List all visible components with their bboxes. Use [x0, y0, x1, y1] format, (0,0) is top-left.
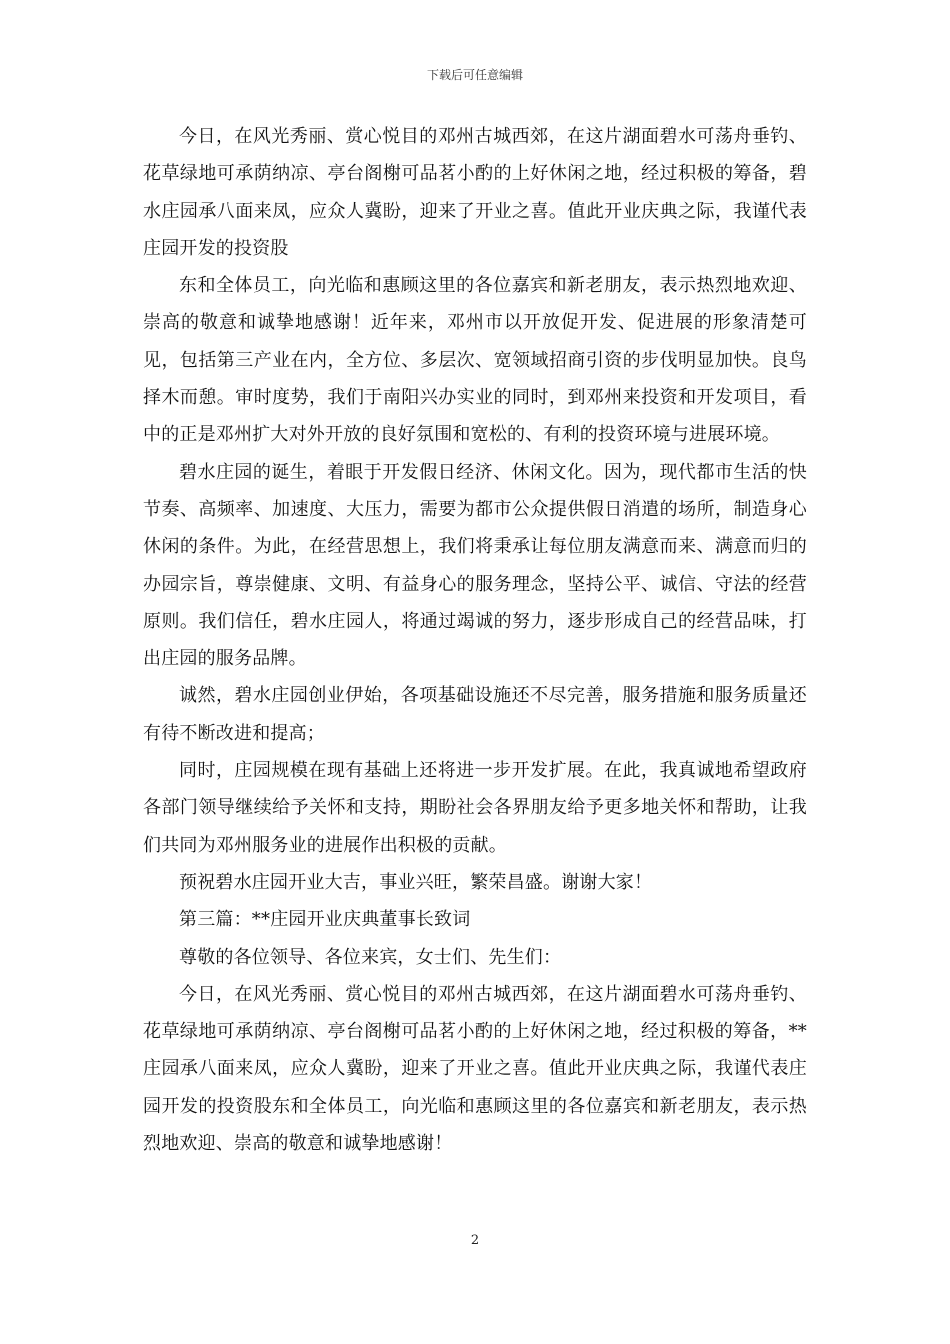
paragraph-1: 今日，在风光秀丽、赏心悦目的邓州古城西郊，在这片湖面碧水可荡舟垂钓、花草绿地可承荫纳凉、亭台阁榭可品茗小酌的上好休闲之地，经过积极的筹备，碧水庄园承八面来凤，应众人冀盼，迎来了开业之喜。值此开业庆典之际，我谨代表庄园开发的投资股 — [143, 126, 807, 259]
paragraph-6: 预祝碧水庄园开业大吉，事业兴旺，繁荣昌盛。谢谢大家！ — [179, 871, 653, 893]
salutation: 尊敬的各位领导、各位来宾，女士们、先生们： — [179, 946, 562, 968]
paragraph-2: 东和全体员工，向光临和惠顾这里的各位嘉宾和新老朋友，表示热烈地欢迎、崇高的敬意和诚挚地感谢！近年来，邓州市以开放促开发、促进展的形象清楚可见，包括第三产业在内，全方位、多层次、宽领域招商引资的步伐明显加快。良鸟择木而憩。审时度势，我们于南阳兴办实业的同时，到邓州来投资和开发项目，看中的正是邓州扩大对外开放的良好氛围和宽松的、有利的投资环境与进展环境。 — [143, 275, 807, 446]
page-number: 2 — [470, 1233, 480, 1248]
paragraph-7: 今日，在风光秀丽、赏心悦目的邓州古城西郊，在这片湖面碧水可荡舟垂钓、花草绿地可承荫纳凉、亭台阁榭可品茗小酌的上好休闲之地，经过积极的筹备，**庄园承八面来凤，应众人冀盼，迎来了开业之喜。值此开业庆典之际，我谨代表庄园开发的投资股东和全体员工，向光临和惠顾这里的各位嘉宾和新老朋友，表示热烈地欢迎、崇高的敬意和诚挚地感谢！ — [143, 983, 807, 1155]
paragraph-3: 碧水庄园的诞生，着眼于开发假日经济、休闲文化。因为，现代都市生活的快节奏、高频率、加速度、大压力，需要为都市公众提供假日消遣的场所，制造身心休闲的条件。为此，在经营思想上，我们将秉承让每位朋友满意而来、满意而归的办园宗旨，尊崇健康、文明、有益身心的服务理念，坚持公平、诚信、守法的经营原则。我们信任，碧水庄园人，将通过竭诚的努力，逐步形成自己的经营品味，打出庄园的服务品牌。 — [143, 461, 807, 670]
document-body — [143, 118, 807, 1162]
paragraph-5: 同时，庄园规模在现有基础上还将进一步开发扩展。在此，我真诚地希望政府各部门领导继续给予关怀和支持，期盼社会各界朋友给予更多地关怀和帮助，让我们共同为邓州服务业的进展作出积极的贡献。 — [143, 760, 807, 856]
section-heading: 第三篇：**庄园开业庆典董事长致词 — [179, 909, 471, 931]
page-header: 下载后可任意编辑 — [426, 68, 523, 82]
paragraph-4: 诚然，碧水庄园创业伊始，各项基础设施还不尽完善，服务措施和服务质量还有待不断改进和提高； — [143, 685, 807, 744]
